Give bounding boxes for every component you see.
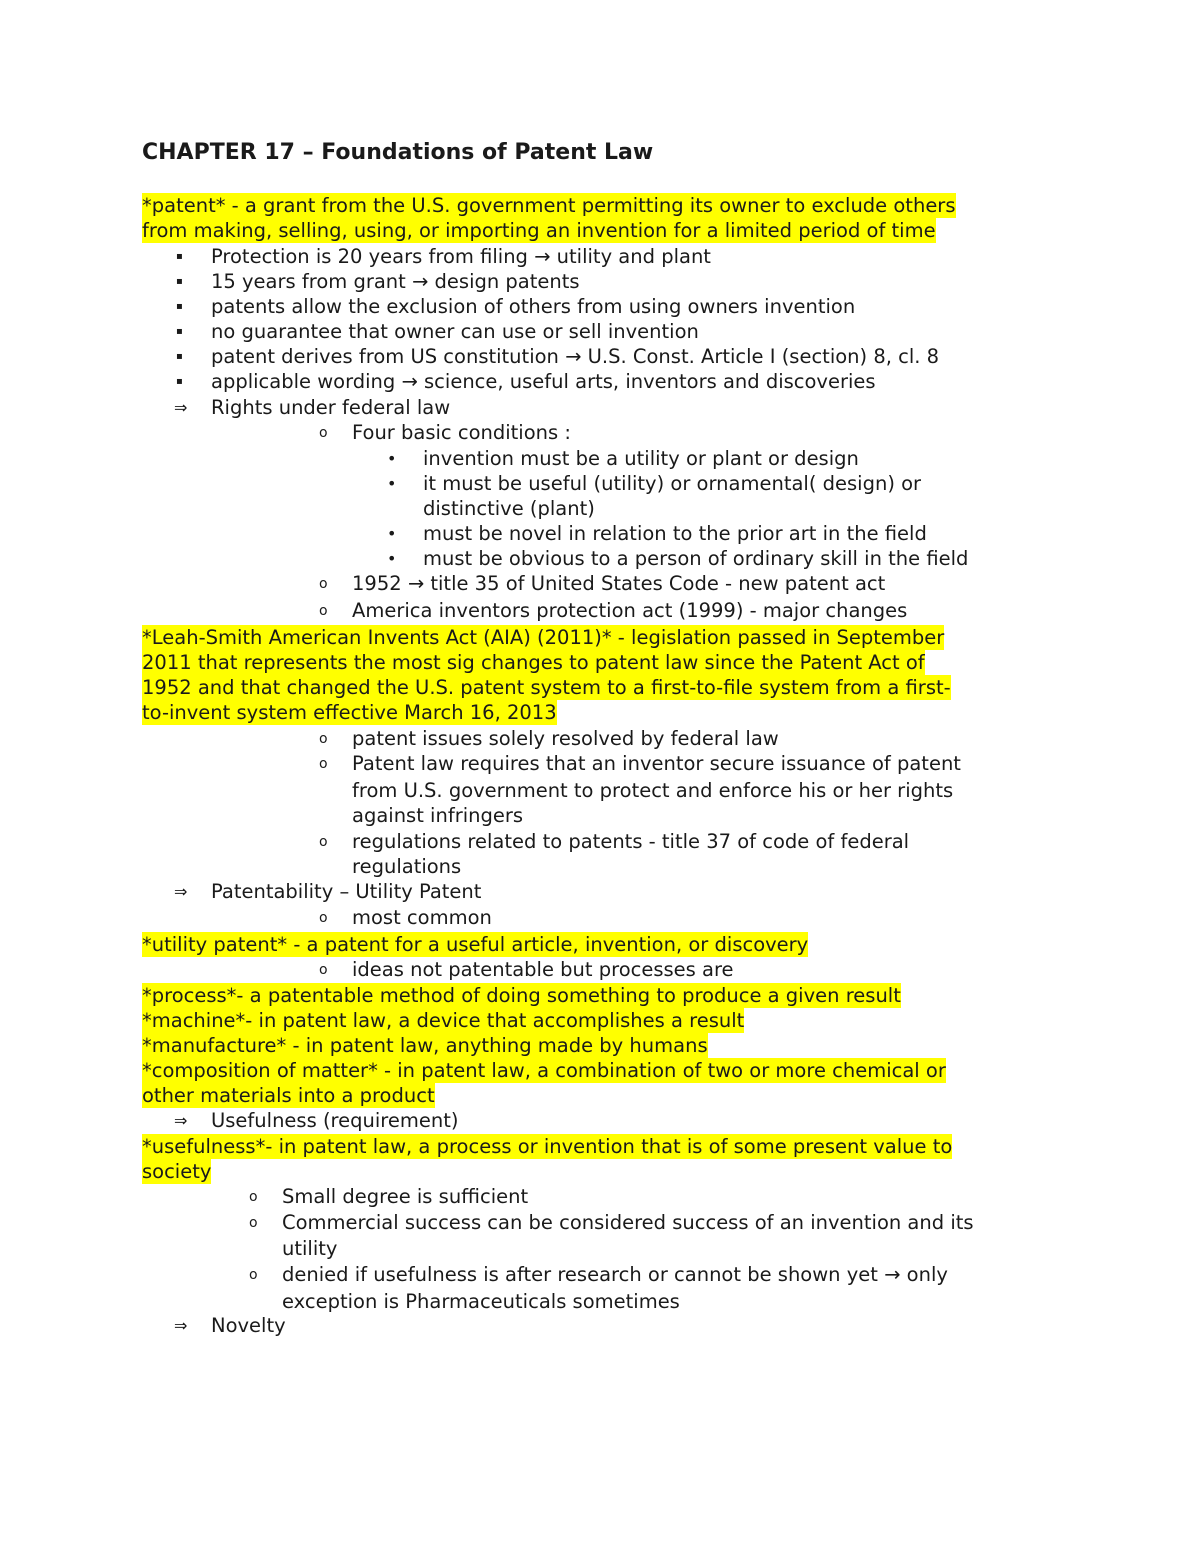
double-arrow-bullet-icon: ⇒: [174, 882, 188, 901]
list-item-continuation: utility: [282, 1237, 338, 1260]
definition-patent-line-1: *patent* - a grant from the U.S. government permitting its owner to exclude others: [142, 194, 956, 217]
circle-bullet-icon: o: [319, 603, 328, 619]
definition-process: *process*- a patentable method of doing something to produce a given result: [142, 984, 901, 1007]
definition-usefulness-line-1: *usefulness*- in patent law, a process or invention that is of some present value to: [142, 1135, 953, 1158]
definition-aia-line-1: *Leah-Smith American Invents Act (AIA) (2011)* - legislation passed in September: [142, 626, 945, 649]
circle-bullet-icon: o: [249, 1215, 258, 1231]
list-item: Small degree is sufficient: [282, 1185, 529, 1208]
definition-aia-line-3: 1952 and that changed the U.S. patent system to a first-to-file system from a first-: [142, 676, 951, 699]
list-item: it must be useful (utility) or ornamental( design) or: [423, 472, 922, 495]
circle-bullet-icon: o: [319, 731, 328, 747]
definition-aia-line-4: to-invent system effective March 16, 2013: [142, 701, 557, 724]
list-item: patent derives from US constitution → U.S. Const. Article I (section) 8, cl. 8: [211, 345, 940, 368]
list-item: America inventors protection act (1999) - major changes: [352, 599, 908, 622]
circle-bullet-icon: o: [319, 834, 328, 850]
list-item: Commercial success can be considered success of an invention and its: [282, 1211, 974, 1234]
section-heading: Usefulness (requirement): [211, 1109, 459, 1132]
definition-aia-line-2: 2011 that represents the most sig changes to patent law since the Patent Act of: [142, 651, 925, 674]
dot-bullet-icon: •: [387, 449, 397, 468]
list-item: patent issues solely resolved by federal law: [352, 727, 779, 750]
circle-bullet-icon: o: [319, 962, 328, 978]
dot-bullet-icon: •: [387, 474, 397, 493]
definition-utility-patent: *utility patent* - a patent for a useful article, invention, or discovery: [142, 933, 809, 956]
double-arrow-bullet-icon: ⇒: [174, 1316, 188, 1335]
list-item: 15 years from grant → design patents: [211, 270, 580, 293]
square-bullet-icon: ▪: [176, 376, 183, 387]
list-item-continuation: exception is Pharmaceuticals sometimes: [282, 1290, 680, 1313]
square-bullet-icon: ▪: [176, 251, 183, 262]
section-heading: Patentability – Utility Patent: [211, 880, 482, 903]
definition-machine: *machine*- in patent law, a device that accomplishes a result: [142, 1009, 745, 1032]
circle-bullet-icon: o: [319, 756, 328, 772]
dot-bullet-icon: •: [387, 549, 397, 568]
list-item: Protection is 20 years from filing → utility and plant: [211, 245, 711, 268]
list-item: applicable wording → science, useful arts, inventors and discoveries: [211, 370, 876, 393]
square-bullet-icon: ▪: [176, 276, 183, 287]
definition-composition-line-2: other materials into a product: [142, 1084, 435, 1107]
list-item: must be obvious to a person of ordinary skill in the field: [423, 547, 969, 570]
definition-usefulness-line-2: society: [142, 1160, 212, 1183]
list-item-continuation: distinctive (plant): [423, 497, 595, 520]
list-item: patents allow the exclusion of others from using owners invention: [211, 295, 856, 318]
list-item: ideas not patentable but processes are: [352, 958, 734, 981]
list-item-continuation: from U.S. government to protect and enforce his or her rights: [352, 779, 954, 802]
definition-manufacture: *manufacture* - in patent law, anything made by humans: [142, 1034, 708, 1057]
section-heading: Rights under federal law: [211, 396, 451, 419]
circle-bullet-icon: o: [319, 910, 328, 926]
chapter-title: CHAPTER 17 – Foundations of Patent Law: [142, 140, 654, 165]
circle-bullet-icon: o: [249, 1189, 258, 1205]
square-bullet-icon: ▪: [176, 326, 183, 337]
double-arrow-bullet-icon: ⇒: [174, 1111, 188, 1130]
list-item: denied if usefulness is after research or cannot be shown yet → only: [282, 1263, 948, 1286]
list-item-continuation: regulations: [352, 855, 462, 878]
list-item-continuation: against infringers: [352, 804, 524, 827]
circle-bullet-icon: o: [319, 576, 328, 592]
list-item: Patent law requires that an inventor secure issuance of patent: [352, 752, 961, 775]
circle-bullet-icon: o: [249, 1267, 258, 1283]
double-arrow-bullet-icon: ⇒: [174, 398, 188, 417]
list-item: must be novel in relation to the prior art in the field: [423, 522, 927, 545]
circle-bullet-icon: o: [319, 425, 328, 441]
list-item: 1952 → title 35 of United States Code - new patent act: [352, 572, 886, 595]
definition-composition-line-1: *composition of matter* - in patent law, a combination of two or more chemical or: [142, 1059, 946, 1082]
list-item: invention must be a utility or plant or design: [423, 447, 859, 470]
list-item: Four basic conditions :: [352, 421, 571, 444]
list-item: regulations related to patents - title 37 of code of federal: [352, 830, 910, 853]
section-heading: Novelty: [211, 1314, 286, 1337]
definition-patent-line-2: from making, selling, using, or importing an invention for a limited period of time: [142, 219, 936, 242]
list-item: no guarantee that owner can use or sell invention: [211, 320, 699, 343]
list-item: most common: [352, 906, 492, 929]
dot-bullet-icon: •: [387, 524, 397, 543]
square-bullet-icon: ▪: [176, 301, 183, 312]
square-bullet-icon: ▪: [176, 351, 183, 362]
